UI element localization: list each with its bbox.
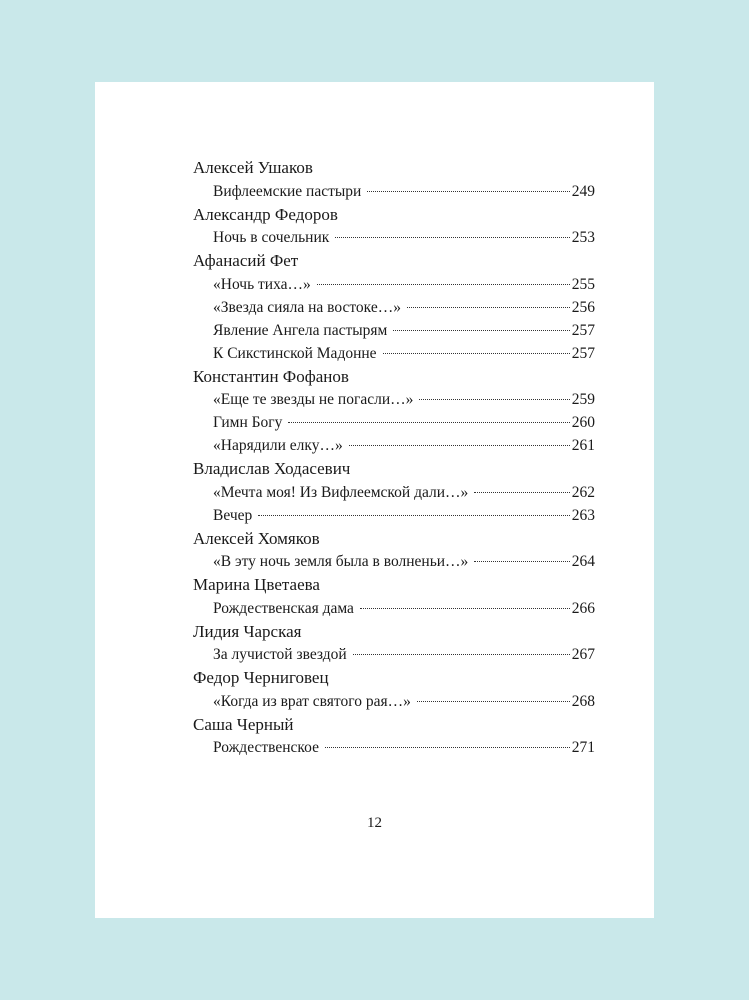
toc-entry <box>193 273 595 296</box>
toc-entry-page: 257 <box>571 321 595 339</box>
toc-entry-page: 253 <box>571 229 595 246</box>
dot-leader <box>288 422 569 423</box>
toc-entry-title: Явление Ангела пастырям <box>213 321 388 339</box>
toc-entry-page: 261 <box>571 437 595 454</box>
toc-entry-page: 267 <box>571 646 595 663</box>
toc-entry-page: 257 <box>571 344 595 362</box>
table-of-contents <box>193 156 595 759</box>
toc-author: Алексей Хомяков <box>193 528 320 548</box>
toc-entry-title: «Когда из врат святого рая…» <box>213 692 411 710</box>
toc-entry-page: 271 <box>571 739 595 756</box>
toc-entry-title: «Нарядили елку…» <box>213 437 343 454</box>
toc-entry-title: Рождественская дама <box>213 599 354 617</box>
toc-entry <box>193 296 595 319</box>
toc-author: Марина Цветаева <box>193 575 320 594</box>
dot-leader <box>353 654 570 655</box>
toc-entry-page: 255 <box>571 275 595 293</box>
toc-entry <box>193 226 595 249</box>
toc-entry <box>193 342 595 365</box>
dot-leader <box>417 701 570 702</box>
toc-entry <box>193 643 595 666</box>
toc-entry-page: 264 <box>571 553 595 570</box>
toc-entry-title: К Сикстинской Мадонне <box>213 344 377 362</box>
dot-leader <box>360 608 570 609</box>
toc-entry-page: 268 <box>571 692 595 710</box>
toc-entry-page: 266 <box>571 599 595 617</box>
dot-leader <box>325 747 570 748</box>
toc-entry-title: «Еще те звезды не погасли…» <box>213 391 414 408</box>
toc-author: Александр Федоров <box>193 204 338 224</box>
dot-leader <box>407 307 570 308</box>
toc-author: Владислав Ходасевич <box>193 459 351 478</box>
dot-leader <box>335 237 569 238</box>
toc-entry-title: Вечер <box>213 506 253 524</box>
toc-entry <box>193 690 595 713</box>
toc-author: Афанасий Фет <box>193 251 299 270</box>
page-number: 12 <box>367 815 382 831</box>
toc-author: Константин Фофанов <box>193 366 349 386</box>
toc-entry <box>193 434 595 457</box>
dot-leader <box>419 399 569 400</box>
toc-author: Лидия Чарская <box>193 621 302 641</box>
toc-entry <box>193 481 595 504</box>
toc-author: Алексей Ушаков <box>193 158 313 177</box>
toc-author: Федор Черниговец <box>193 668 329 687</box>
toc-entry <box>193 319 595 342</box>
dot-leader <box>383 353 570 354</box>
toc-entry-page: 260 <box>571 414 595 431</box>
toc-entry <box>193 504 595 527</box>
toc-entry <box>193 180 595 203</box>
toc-entry-title: За лучистой звездой <box>213 646 347 663</box>
toc-entry-page: 249 <box>571 182 595 200</box>
dot-leader <box>474 561 569 562</box>
toc-entry-title: «Звезда сияла на востоке…» <box>213 298 401 316</box>
toc-entry-title: Гимн Богу <box>213 414 283 431</box>
dot-leader <box>317 284 570 285</box>
toc-entry-title: Ночь в сочельник <box>213 229 330 246</box>
toc-entry <box>193 550 595 573</box>
dot-leader <box>258 515 569 516</box>
toc-entry <box>193 597 595 620</box>
toc-entry-title: «Мечта моя! Из Вифлеемской дали…» <box>213 483 469 501</box>
toc-entry-page: 263 <box>571 506 595 524</box>
dot-leader <box>367 191 569 192</box>
toc-author: Саша Черный <box>193 714 294 734</box>
toc-entry-title: Вифлеемские пастыри <box>213 182 362 200</box>
toc-entry-title: Рождественское <box>213 739 319 756</box>
toc-entry-page: 259 <box>571 391 595 408</box>
toc-entry <box>193 388 595 411</box>
toc-entry <box>193 736 595 759</box>
toc-entry <box>193 411 595 434</box>
toc-entry-page: 262 <box>571 483 595 501</box>
dot-leader <box>349 445 570 446</box>
toc-entry-title: «В эту ночь земля была в волненьи…» <box>213 553 469 570</box>
dot-leader <box>393 330 569 331</box>
toc-entry-title: «Ночь тиха…» <box>213 275 311 293</box>
dot-leader <box>474 492 569 493</box>
toc-entry-page: 256 <box>571 298 595 316</box>
